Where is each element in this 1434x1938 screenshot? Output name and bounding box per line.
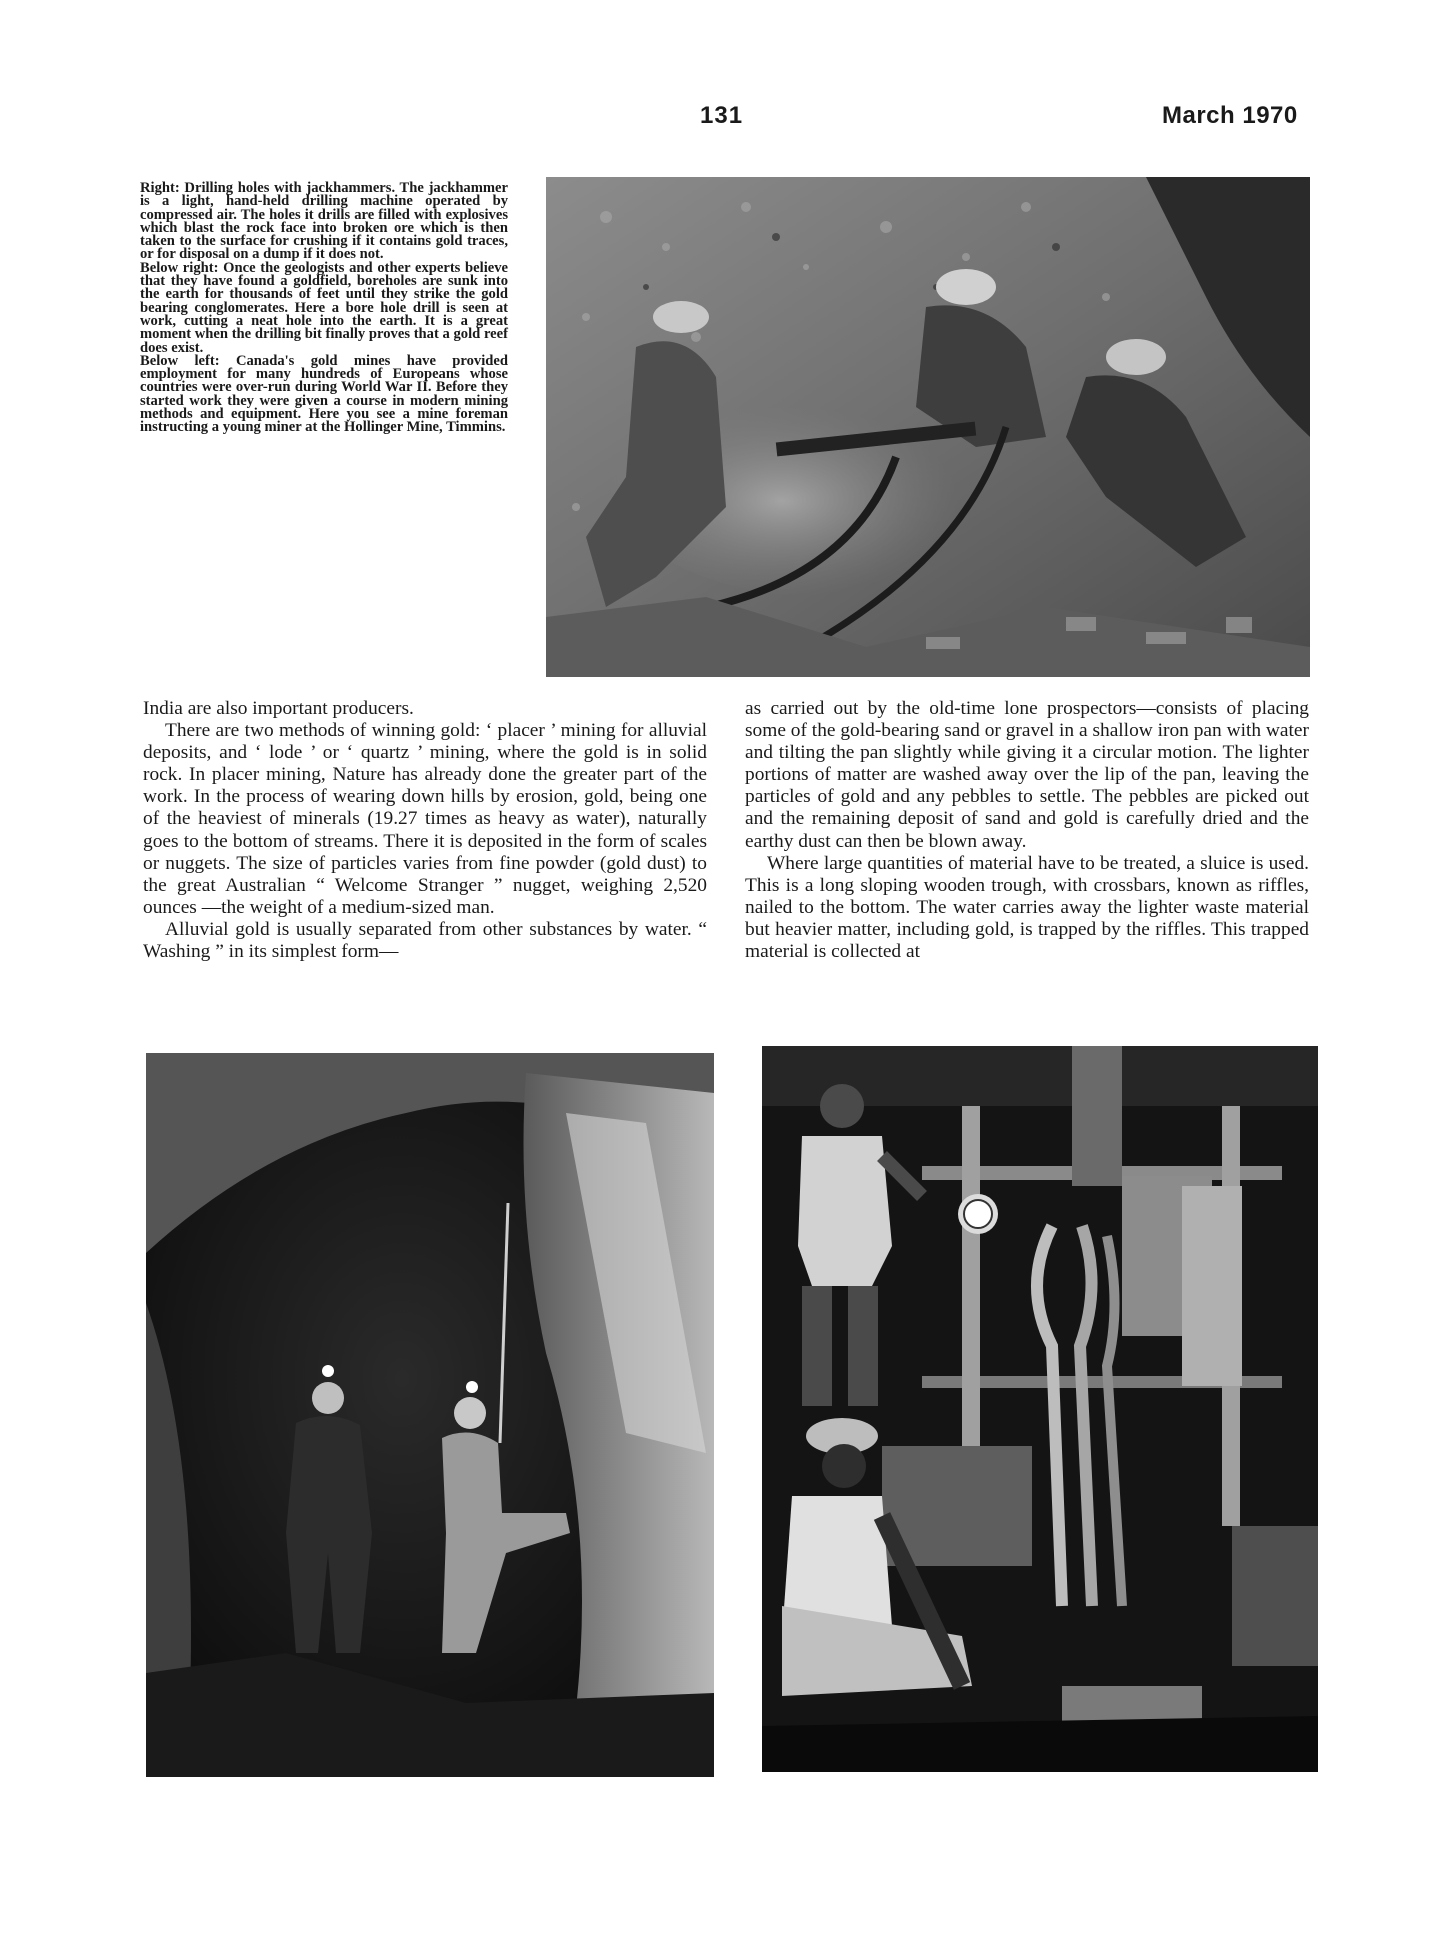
article-column-left: [143, 698, 707, 963]
paragraph: There are two methods of winning gold: ‘ placer ’ mining for alluvial deposits, and ‘ lode ’ or ‘ quartz ’ mining, where the gold is in solid rock. In placer mining, Nature has already done the greater part of the work. In the process of wearing down hills by erosion, gold, being one of the heaviest of minerals (19.27 times as heavy as water), naturally goes to the bottom of streams. There it is deposited in the form of scales or nuggets. The size of particles varies from fine powder (gold dust) to the great Australian “ Welcome Stranger ” nugget, weighing 2,520 ounces —the weight of a medium-sized man.: [143, 720, 707, 918]
page-number: 131: [700, 102, 744, 129]
paragraph: Where large quantities of material have to be treated, a sluice is used. This is a long sloping wooden trough, with crossbars, known as riffles, nailed to the bottom. The water carries away the lighter waste material but heavier matter, including gold, is trapped by the riffles. This trapped material is collected at: [745, 852, 1309, 963]
article-column-right: [745, 698, 1309, 963]
caption-below-right: Below right: Once the geologists and other experts believe that they have found a goldfield, boreholes are sunk into the earth for thousands of feet until they strike the gold bearing conglomerates. Here a bore hole drill is seen at work, cutting a neat hole into the earth. It is a great moment when the drilling bit finally proves that a gold reef does exist.: [140, 259, 508, 356]
issue-date: March 1970: [1162, 102, 1298, 129]
bore-hole-drill-photo: [762, 1046, 1318, 1772]
paragraph: as carried out by the old-time lone prospectors—consists of placing some of the gold-bearing sand or gravel in a shallow iron pan with water and tilting the pan slightly while giving it a circular motion. The lighter portions of matter are washed away over the lip of the pan, leaving the particles of gold and any pebbles to settle. The pebbles are picked out and the remaining deposit of sand and gold is carefully dried and the earthy dust can then be blown away.: [745, 698, 1309, 852]
paragraph: Alluvial gold is usually separated from other substances by water. “ Washing ” in its simplest form—: [143, 918, 707, 963]
jackhammer-photo: [546, 177, 1310, 677]
photo-captions: [140, 182, 508, 435]
mine-foreman-photo: [146, 1053, 714, 1777]
caption-below-left: Below left: Canada's gold mines have provided employment for many hundreds of Europeans whose countries were over-run during World War II. Before they started work they were given a course in modern mining methods and equipment. Here you see a mine foreman instructing a young miner at the Hollinger Mine, Timmins.: [140, 352, 508, 436]
paragraph: India are also important producers.: [143, 698, 414, 719]
caption-right: Right: Drilling holes with jackhammers. The jackhammer is a light, hand-held drilling machine operated by compressed air. The holes it drills are filled with explosives which blast the rock face into broken ore which is then taken to the surface for crushing if it contains gold traces, or for disposal on a dump if it does not.: [140, 180, 508, 263]
